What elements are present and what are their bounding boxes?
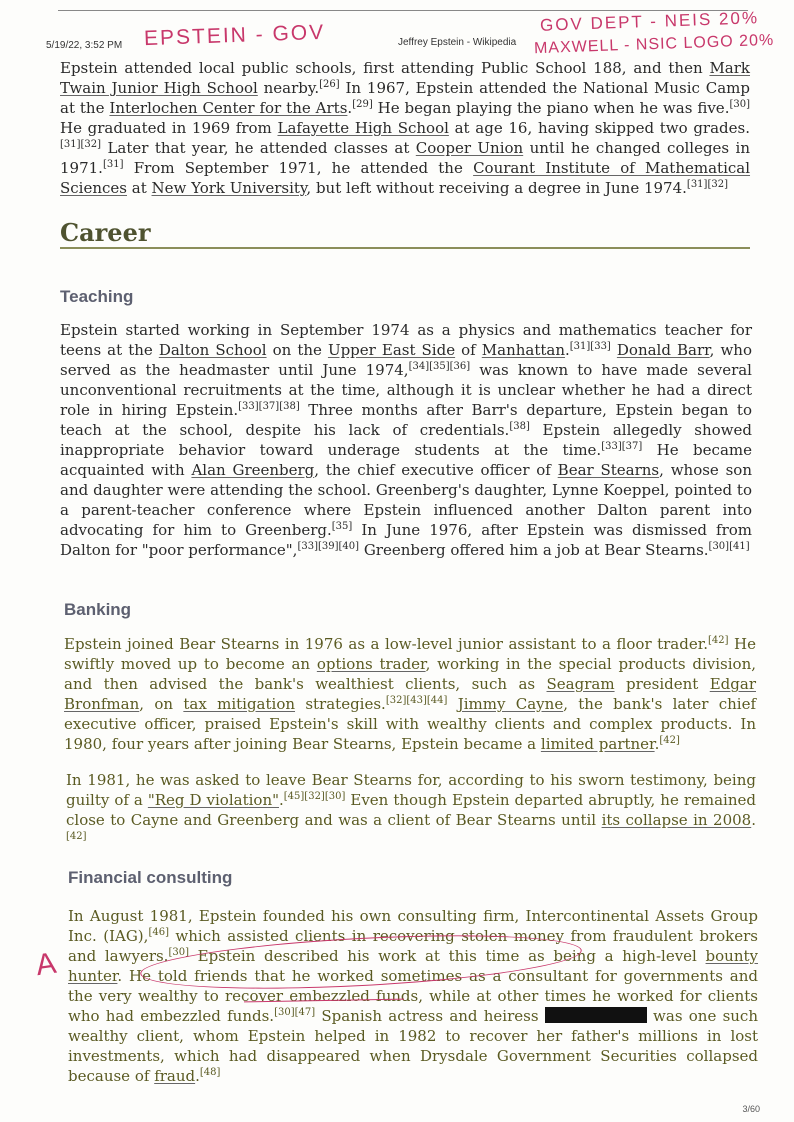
text: , the bank's later chief executive officer, praised Epstein's skill with wealthy clients and complex products. In 1980, four years after joining Bear Stearns, Epstein became a	[64, 695, 756, 753]
page-number: 3/60	[742, 1104, 760, 1114]
handwritten-note-left: EPSTEIN - GOV	[143, 20, 326, 51]
link-upper-east-side[interactable]: Upper East Side	[327, 341, 456, 359]
banking-paragraph-1	[64, 634, 756, 754]
career-heading: Career	[60, 218, 151, 247]
ref-link[interactable]: [46]	[148, 927, 169, 938]
link-lafayette[interactable]: Lafayette High School	[277, 119, 449, 137]
text: nearby.	[257, 79, 320, 97]
text	[447, 695, 457, 713]
top-rule	[58, 10, 748, 11]
text: Epstein started working in September 1974 as a physics and mathematics teacher for teens at the	[60, 321, 752, 359]
intro-paragraph	[60, 58, 750, 198]
handwritten-note-right-1: GOV DEPT - NEIS 20%	[539, 8, 760, 35]
text: of	[455, 341, 482, 359]
link-jimmy-cayne[interactable]: Jimmy Cayne	[457, 695, 564, 713]
link-interlochen[interactable]: Interlochen Center for the Arts	[109, 99, 348, 117]
text: He graduated in 1969 from	[60, 119, 278, 137]
career-rule	[60, 247, 750, 249]
link-bear-stearns[interactable]: Bear Stearns	[557, 461, 660, 479]
text: In 1967, Epstein attended the National Music Camp at the	[60, 79, 751, 117]
text: Even though Epstein departed abruptly, he remained close to Cayne and Greenberg and was a client of Bear Stearns until	[66, 791, 756, 829]
ref-link[interactable]: [31][33]	[569, 341, 611, 352]
link-seagram[interactable]: Seagram	[546, 675, 615, 693]
handwritten-margin-mark: A	[33, 946, 59, 983]
text: .	[195, 1067, 200, 1085]
ref-link[interactable]: [30]	[729, 99, 750, 110]
link-limited-partner[interactable]: limited partner	[540, 735, 655, 753]
ref-link[interactable]: [42]	[66, 831, 87, 842]
ref-link[interactable]: [38]	[509, 421, 530, 432]
financial-consulting-heading: Financial consulting	[68, 868, 233, 887]
ref-link[interactable]: [31]	[102, 159, 124, 170]
text: In August 1981, Epstein founded his own consulting firm, Intercontinental Assets Group Inc. (IAG),	[68, 907, 758, 945]
link-nyu[interactable]: New York University	[151, 179, 307, 197]
redaction-bar	[545, 1007, 647, 1023]
teaching-paragraph	[60, 320, 752, 560]
ref-link[interactable]: [26]	[319, 79, 340, 90]
link-tax-mitigation[interactable]: tax mitigation	[183, 695, 296, 713]
text: at	[127, 179, 152, 197]
ref-link[interactable]: [30]	[168, 947, 189, 958]
text: was one such wealthy client, whom Epstein helped in 1982 to recover her father's millions in lost investments, which had disappeared when Drysdale Government Securities collapsed because of	[68, 1007, 758, 1085]
print-page-title: Jeffrey Epstein - Wikipedia	[398, 37, 517, 48]
text: Epstein joined Bear Stearns in 1976 as a low-level junior assistant to a floor trader.	[64, 635, 709, 653]
text: on the	[266, 341, 328, 359]
text: Epstein allegedly showed inappropriate behavior toward underage students at the time.	[60, 421, 752, 459]
ref-link[interactable]: [29]	[352, 99, 373, 110]
text: Greenberg offered him a job at Bear Stearns.	[359, 541, 709, 559]
text: which assisted clients in recovering stolen money from fraudulent brokers and lawyers.	[68, 927, 758, 965]
text: He swiftly moved up to become an	[64, 635, 756, 673]
text: , who served as the headmaster until June 1974,	[60, 341, 752, 379]
text: Epstein attended local public schools, first attending Public School 188, and then	[60, 59, 710, 77]
ref-link[interactable]: [42]	[659, 735, 680, 746]
ref-link[interactable]: [35]	[331, 521, 353, 532]
teaching-heading: Teaching	[60, 287, 134, 306]
text: president	[614, 675, 710, 693]
ref-link[interactable]: [33][37][38]	[238, 401, 300, 412]
ref-link[interactable]: [33][37]	[601, 441, 643, 452]
text: , working in the special products division, and then advised the bank's wealthiest clients, such as	[64, 655, 757, 693]
ref-link[interactable]: [42]	[708, 635, 729, 646]
link-bounty-hunter[interactable]: bounty hunter	[68, 947, 759, 985]
print-datetime: 5/19/22, 3:52 PM	[46, 40, 123, 51]
ref-link[interactable]: [48]	[199, 1067, 221, 1078]
link-options-trader[interactable]: options trader	[316, 655, 426, 673]
ref-link[interactable]: [32][43][44]	[385, 695, 448, 706]
text: , on	[139, 695, 184, 713]
link-dalton[interactable]: Dalton School	[158, 341, 267, 359]
text: From September 1971, he attended the	[123, 159, 474, 177]
text: . He told friends that he worked sometimes as a consultant for governments and the very wealthy to recover embezzled funds, while at other times he worked for clients who had embezzled funds.	[68, 967, 758, 1025]
ref-link[interactable]: [30][47]	[274, 1007, 316, 1018]
text: Later that year, he attended classes at	[101, 139, 416, 157]
link-mark-twain[interactable]: Mark Twain Junior High School	[60, 59, 750, 97]
handwritten-note-right-2: MAXWELL - NSIC LOGO 20%	[533, 31, 775, 58]
text: .	[347, 99, 353, 117]
link-edgar-bronfman[interactable]: Edgar Bronfman	[64, 675, 756, 713]
text: He became acquainted with	[60, 441, 752, 479]
text: Epstein described his work at this time as being a high-level	[189, 947, 706, 965]
text: .	[751, 811, 756, 829]
text: Spanish actress and heiress	[315, 1007, 545, 1025]
text: Three months after Barr's departure, Epstein began to teach at the school, despite his lack of credentials.	[60, 401, 752, 439]
banking-heading: Banking	[64, 600, 132, 619]
text: , whose son and daughter were attending the school. Greenberg's daughter, Lynne Koeppel, pointed to a parent-teacher conference where Epstein influenced another Dalton parent into advocating for him to Greenberg.	[60, 461, 752, 539]
link-cooper-union[interactable]: Cooper Union	[415, 139, 524, 157]
link-courant[interactable]: Courant Institute of Mathematical Sciences	[60, 159, 751, 197]
link-manhattan[interactable]: Manhattan	[481, 341, 565, 359]
ref-link[interactable]: [31][32]	[686, 179, 728, 190]
text: .	[565, 341, 570, 359]
ref-link[interactable]: [34][35][36]	[408, 361, 471, 372]
link-reg-d[interactable]: "Reg D violation"	[147, 791, 279, 809]
banking-paragraph-2	[66, 770, 756, 850]
text: was known to have made several unconventional recruitments at the time, although it is unclear whether he had a direct role in hiring Epstein.	[60, 361, 752, 419]
text: at age 16, having skipped two grades.	[448, 119, 750, 137]
text: strategies.	[295, 695, 386, 713]
ref-link[interactable]: [31][32]	[60, 139, 102, 150]
link-alan-greenberg[interactable]: Alan Greenberg	[191, 461, 315, 479]
text: until he changed colleges in 1971.	[60, 139, 750, 177]
ref-link[interactable]: [33][39][40]	[297, 541, 360, 552]
link-donald-barr[interactable]: Donald Barr	[616, 341, 710, 359]
text: .	[279, 791, 284, 809]
text: , but left without receiving a degree in June 1974.	[306, 179, 687, 197]
text: .	[654, 735, 660, 753]
link-fraud[interactable]: fraud	[154, 1067, 196, 1085]
link-collapse-2008[interactable]: its collapse in 2008	[601, 811, 752, 829]
ref-link[interactable]: [30][41]	[708, 541, 750, 552]
text: , the chief executive officer of	[314, 461, 558, 479]
ref-link[interactable]: [45][32][30]	[283, 791, 346, 802]
text: He began playing the piano when he was five.	[372, 99, 730, 117]
text: In 1981, he was asked to leave Bear Stearns for, according to his sworn testimony, being guilty of a	[66, 771, 756, 809]
text: In June 1976, after Epstein was dismissed from Dalton for "poor performance",	[60, 521, 753, 559]
financial-paragraph	[68, 906, 758, 1086]
